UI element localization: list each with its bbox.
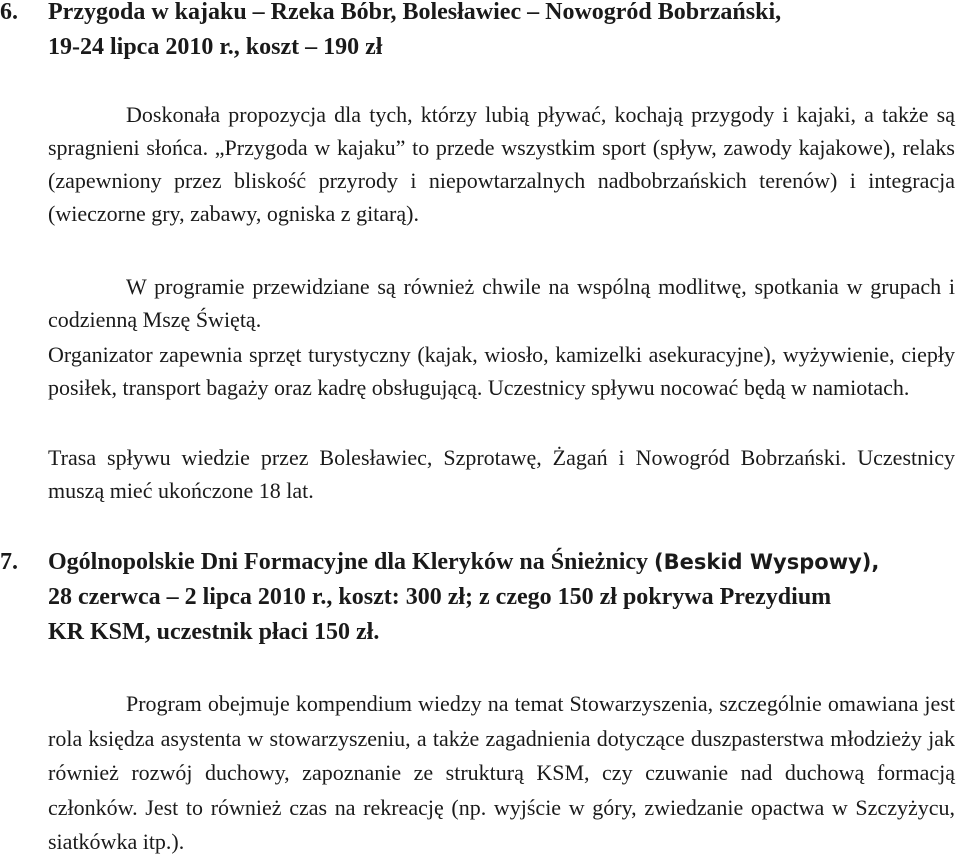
section-6-heading (0, 0, 955, 65)
section-6-paragraph-intro: Doskonała propozycja dla tych, którzy lubią pływać, kochają przygody i kajaki, a także są spragnieni słońca. „Przygoda w kajaku” to przede wszystkim sport (spływ, zawody kajakowe), relaks (zapewniony przez bliskość przyrody i niepowtarzalnych nadbobrzańskich terenów) i integracja (wieczorne gry, zabawy, ogniska z gitarą). (48, 102, 955, 226)
section-6-title-line2: 19-24 lipca 2010 r., koszt – 190 zł (48, 34, 383, 60)
section-7-paragraph: Program obejmuje kompendium wiedzy na temat Stowarzyszenia, szczególnie omawiana jest rola księdza asystenta w stowarzyszeniu, a także zagadnienia dotyczące duszpasterstwa młodzieży jak również rozwój duchowy, zapoznanie ze strukturą KSM, czy czuwanie nad duchową formacją członków. Jest to również czas na rekreację (np. wyjście w góry, zwiedzanie opactwa w Szczyżycu, siatkówka itp.). (48, 691, 955, 854)
section-6-paragraph-route: Trasa spływu wiedzie przez Bolesławiec, Szprotawę, Żagań i Nowogród Bobrzański. Uczestnicy muszą mieć ukończone 18 lat. (48, 445, 955, 503)
section-7-title-line2: 28 czerwca – 2 lipca 2010 r., koszt: 300 zł; z czego 150 zł pokrywa Prezydium (48, 584, 832, 610)
section-7-title-line1 (0, 545, 955, 580)
section-7-title-location: (Beskid Wyspowy), (654, 550, 880, 574)
section-6-paragraph-program: W programie przewidziane są również chwile na wspólną modlitwę, spotkania w grupach i codzienną Mszę Świętą. (48, 274, 955, 332)
section-7-title-line3: KR KSM, uczestnik płaci 150 zł. (48, 619, 380, 645)
section-6-number: 6. (0, 0, 18, 25)
section-6-paragraph-organizer: Organizator zapewnia sprzęt turystyczny (kajak, wiosło, kamizelki asekuracyjne), wyżywienie, ciepły posiłek, transport bagaży oraz kadrę obsługującą. Uczestnicy spływu nocować będą w namiotach. (48, 342, 955, 400)
section-7-title-text: Ogólnopolskie Dni Formacyjne dla Kleryków na Śnieżnicy (48, 549, 649, 575)
section-7-heading (0, 545, 955, 650)
section-7-number: 7. (0, 549, 18, 575)
section-6-title-line1 (0, 0, 955, 30)
section-6-title-text: Przygoda w kajaku – Rzeka Bóbr, Bolesławiec – Nowogród Bobrzański, (48, 0, 782, 25)
